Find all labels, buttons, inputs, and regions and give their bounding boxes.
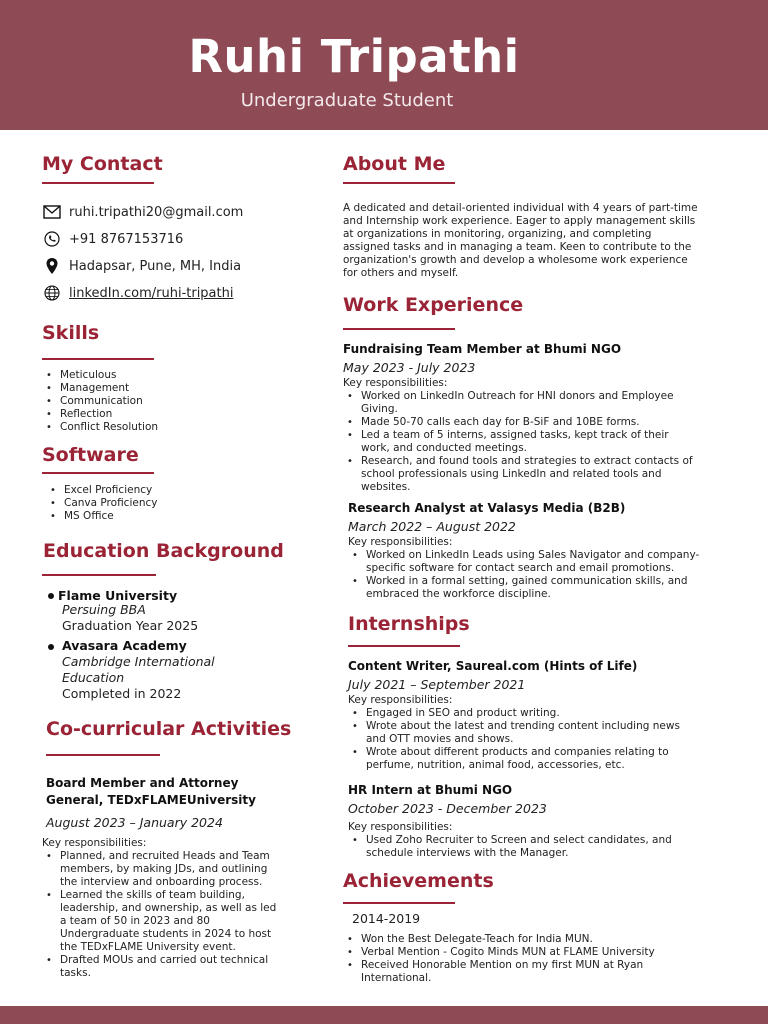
key-responsibilities-label: Key responsibilities: bbox=[42, 837, 147, 849]
bullet-dot bbox=[48, 644, 54, 650]
achievements-rule bbox=[343, 902, 455, 904]
list-item: • Engaged in SEO and product writing. bbox=[348, 707, 688, 720]
school-name: Avasara Academy bbox=[62, 638, 187, 653]
about-rule bbox=[343, 182, 455, 184]
contact-address-row bbox=[42, 256, 241, 276]
about-text: A dedicated and detail-oriented individual with 4 years of part-time and Internship work experience. Eager to apply management skills at organizations in monitoring, organizing, and completing assigned tasks and in managing a team. Keen to contribute to the organization's growth and develop a wholesome work experience for others and myself. bbox=[343, 202, 698, 279]
about-heading: About Me bbox=[343, 153, 446, 175]
list-item: • Learned the skills of team building, leadership, and ownership, as well as led a team of 50 in 2023 and 80 Undergraduate students in 2024 to host the TEDxFLAME University event. bbox=[42, 889, 280, 954]
cocurricular-title-line: Board Member and Attorney bbox=[46, 776, 239, 790]
achievements-years: 2014-2019 bbox=[352, 911, 421, 926]
software-list bbox=[46, 484, 157, 523]
contact-rule bbox=[42, 182, 154, 184]
list-item: • Worked in a formal setting, gained communication skills, and embraced the workforce discipline. bbox=[348, 575, 703, 601]
program-name-cont: Education bbox=[62, 670, 125, 685]
education-heading: Education Background bbox=[43, 540, 284, 562]
cocurricular-rule bbox=[46, 754, 160, 756]
list-item: • Communication bbox=[42, 395, 158, 408]
achievements-list bbox=[343, 933, 683, 985]
contact-phone-row bbox=[42, 229, 183, 249]
list-item: • Reflection bbox=[42, 408, 158, 421]
list-item: • Wrote about different products and companies relating to perfume, nutrition, animal food, accessories, etc. bbox=[348, 746, 688, 772]
candidate-name: Ruhi Tripathi bbox=[188, 30, 520, 83]
footer-bar bbox=[0, 1006, 768, 1024]
list-item: • Verbal Mention - Cogito Minds MUN at FLAME University bbox=[343, 946, 683, 959]
key-responsibilities-label: Key responsibilities: bbox=[348, 694, 453, 706]
email-text[interactable]: ruhi.tripathi20@gmail.com bbox=[69, 204, 244, 220]
skills-list bbox=[42, 369, 158, 434]
list-item: • Used Zoho Recruiter to Screen and select candidates, and schedule interviews with the Manager. bbox=[348, 834, 688, 860]
key-responsibilities-label: Key responsibilities: bbox=[348, 536, 453, 548]
linkedin-link[interactable]: linkedIn.com/ruhi-tripathi bbox=[69, 285, 234, 301]
candidate-role: Undergraduate Student bbox=[240, 90, 454, 111]
skills-heading: Skills bbox=[42, 322, 100, 344]
achievements-heading: Achievements bbox=[343, 870, 494, 892]
contact-heading: My Contact bbox=[42, 153, 163, 175]
program-detail: Completed in 2022 bbox=[62, 686, 182, 701]
list-item: • Conflict Resolution bbox=[42, 421, 158, 434]
software-heading: Software bbox=[42, 444, 139, 466]
contact-email-row bbox=[42, 202, 243, 222]
list-item: • Received Honorable Mention on my first MUN at Ryan International. bbox=[343, 959, 683, 985]
program-detail: Graduation Year 2025 bbox=[62, 618, 199, 633]
list-item: • Wrote about the latest and trending content including news and OTT movies and shows. bbox=[348, 720, 688, 746]
skills-rule bbox=[42, 358, 154, 360]
list-item: • Made 50-70 calls each day for B-SiF and 10BE forms. bbox=[343, 416, 695, 429]
job-title: Fundraising Team Member at Bhumi NGO bbox=[343, 342, 622, 356]
list-item: • Worked on LinkedIn Outreach for HNI donors and Employee Giving. bbox=[343, 390, 695, 416]
list-item: • Management bbox=[42, 382, 158, 395]
location-pin-icon bbox=[42, 256, 62, 276]
job-dates: July 2021 – September 2021 bbox=[348, 677, 526, 692]
internships-heading: Internships bbox=[348, 613, 470, 635]
internships-rule bbox=[348, 645, 460, 647]
job-title: HR Intern at Bhumi NGO bbox=[348, 783, 513, 797]
globe-icon bbox=[42, 283, 62, 303]
cocurricular-heading: Co-curricular Activities bbox=[46, 718, 292, 740]
education-rule bbox=[42, 574, 156, 576]
education-entry-flame-details bbox=[62, 602, 198, 634]
cocurricular-dates: August 2023 – January 2024 bbox=[46, 815, 223, 830]
job-responsibilities-list bbox=[343, 390, 695, 494]
key-responsibilities-label: Key responsibilities: bbox=[348, 821, 453, 833]
list-item: • Excel Proficiency bbox=[46, 484, 157, 497]
work-heading: Work Experience bbox=[343, 294, 524, 316]
job-title: Content Writer, Saureal.com (Hints of Life) bbox=[348, 659, 638, 673]
work-rule bbox=[343, 328, 455, 330]
internship-responsibilities-list bbox=[348, 707, 688, 772]
phone-text[interactable]: +91 8767153716 bbox=[69, 231, 184, 247]
job-dates: October 2023 - December 2023 bbox=[348, 801, 547, 816]
list-item: • Led a team of 5 interns, assigned tasks, kept track of their work, and conducted meetings. bbox=[343, 429, 695, 455]
list-item: • Meticulous bbox=[42, 369, 158, 382]
contact-linkedin-row bbox=[42, 283, 233, 303]
education-entry-avasara bbox=[62, 638, 215, 702]
list-item: • Drafted MOUs and carried out technical tasks. bbox=[42, 954, 280, 980]
job-title: Research Analyst at Valasys Media (B2B) bbox=[348, 501, 626, 515]
list-item: • MS Office bbox=[46, 510, 157, 523]
key-responsibilities-label: Key responsibilities: bbox=[343, 377, 448, 389]
internship-responsibilities-list bbox=[348, 834, 688, 860]
list-item: • Planned, and recruited Heads and Team members, by making JDs, and outlining the interview and onboarding process. bbox=[42, 850, 280, 889]
mail-icon bbox=[42, 202, 62, 222]
address-text: Hadapsar, Pune, MH, India bbox=[69, 258, 242, 274]
program-name: Cambridge International bbox=[62, 654, 215, 669]
header-banner bbox=[0, 0, 768, 130]
software-rule bbox=[42, 472, 154, 474]
cocurricular-title-line: General, TEDxFLAMEUniversity bbox=[46, 793, 256, 807]
job-dates: May 2023 - July 2023 bbox=[343, 360, 476, 375]
job-responsibilities-list bbox=[348, 549, 703, 601]
list-item: • Canva Proficiency bbox=[46, 497, 157, 510]
program-name: Persuing BBA bbox=[62, 602, 146, 617]
job-dates: March 2022 – August 2022 bbox=[348, 519, 516, 534]
list-item: • Research, and found tools and strategies to extract contacts of school professionals using LinkedIn and related tools and websites. bbox=[343, 455, 695, 494]
school-name: Flame University bbox=[58, 588, 178, 603]
cocurricular-list bbox=[42, 850, 280, 980]
cocurricular-title bbox=[46, 775, 256, 809]
phone-icon bbox=[42, 229, 62, 249]
list-item: • Won the Best Delegate-Teach for India MUN. bbox=[343, 933, 683, 946]
bullet-dot bbox=[48, 593, 54, 599]
list-item: • Worked on LinkedIn Leads using Sales Navigator and company-specific software for contact search and email promotions. bbox=[348, 549, 703, 575]
